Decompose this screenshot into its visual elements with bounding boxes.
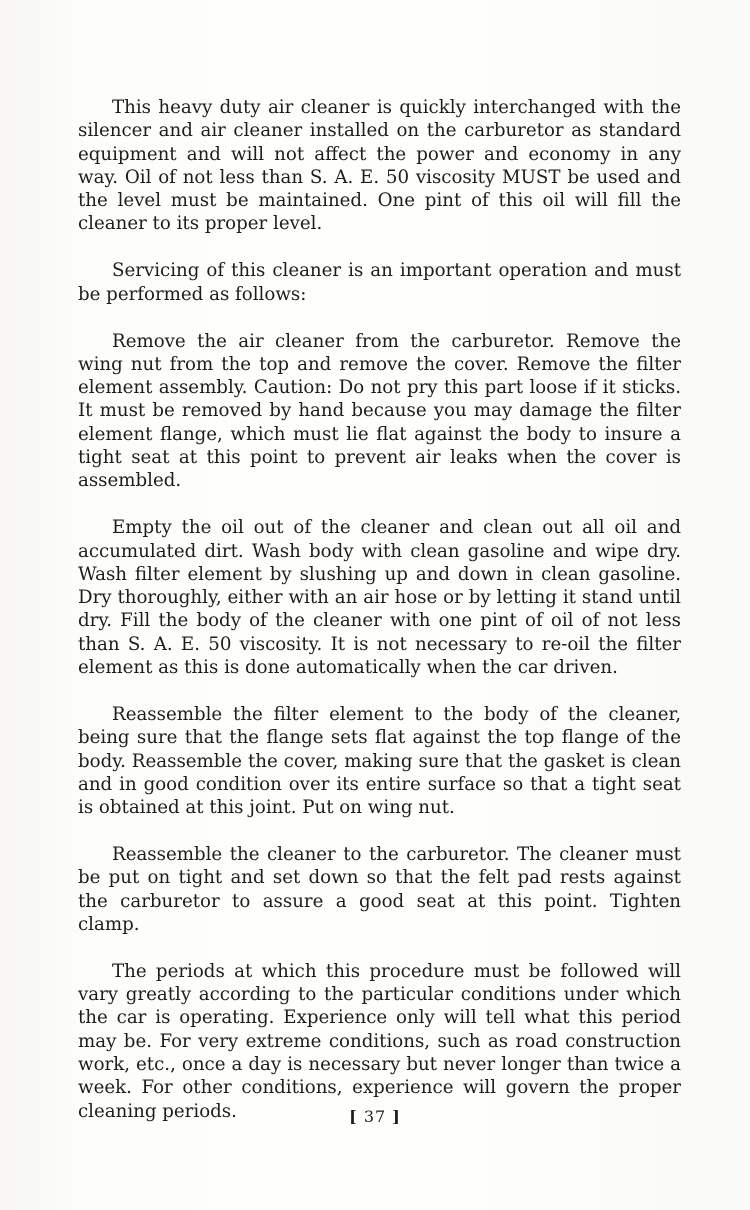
body-text bbox=[78, 96, 681, 1146]
paragraph-reassemble-filter: Reassemble the filter element to the body of the cleaner, being sure that the flange sets flat against the top flange of the body. Reassemble the cover, making sure that the gasket is clean and in good condition over its entire surface so that a tight seat is obtained at this joint. Put on wing nut. bbox=[78, 703, 681, 819]
folio-open-bracket: [ bbox=[349, 1107, 358, 1126]
paragraph-servicing-intro: Servicing of this cleaner is an important operation and must be performed as follows: bbox=[78, 260, 681, 305]
page-number bbox=[0, 1107, 750, 1126]
paragraph-air-cleaner-intro: This heavy duty air cleaner is quickly interchanged with the silencer and air cleaner installed on the carburetor as standard equipment and will not affect the power and economy in any way. Oil of not less than S. A. E. 50 viscosity MUST be used and the level must be maintained. One pint of this oil will fill the cleaner to its proper level. bbox=[78, 97, 681, 235]
folio-close-bracket: ] bbox=[392, 1107, 401, 1126]
page-number-value: 37 bbox=[363, 1107, 387, 1126]
paragraph-removal-steps: Remove the air cleaner from the carburetor. Remove the wing nut from the top and remove the cover. Remove the filter element assembly. Caution: Do not pry this part loose if it sticks. It must be removed by hand because you may damage the filter element flange, which must lie flat against the body to insure a tight seat at this point to prevent air leaks when the cover is assembled. bbox=[78, 330, 681, 492]
paragraph-service-periods: The periods at which this procedure must be followed will vary greatly according to the particular conditions under which the car is operating. Experience only will tell what this period may be. For very extreme conditions, such as road construction work, etc., once a day is necessary but never longer than twice a week. For other conditions, experience will govern the proper cleaning periods. bbox=[78, 960, 681, 1122]
paragraph-cleaning-steps: Empty the oil out of the cleaner and clean out all oil and accumulated dirt. Wash body with clean gasoline and wipe dry. Wash filter element by slushing up and down in clean gasoline. Dry thoroughly, either with an air hose or by letting it stand until dry. Fill the body of the cleaner with one pint of oil of not less than S. A. E. 50 viscosity. It is not necessary to re-oil the filter element as this is done automatically when the car driven. bbox=[78, 517, 681, 679]
paragraph-reassemble-cleaner: Reassemble the cleaner to the carburetor. The cleaner must be put on tight and set down so that the felt pad rests against the carburetor to assure a good seat at this point. Tighten clamp. bbox=[78, 843, 681, 935]
